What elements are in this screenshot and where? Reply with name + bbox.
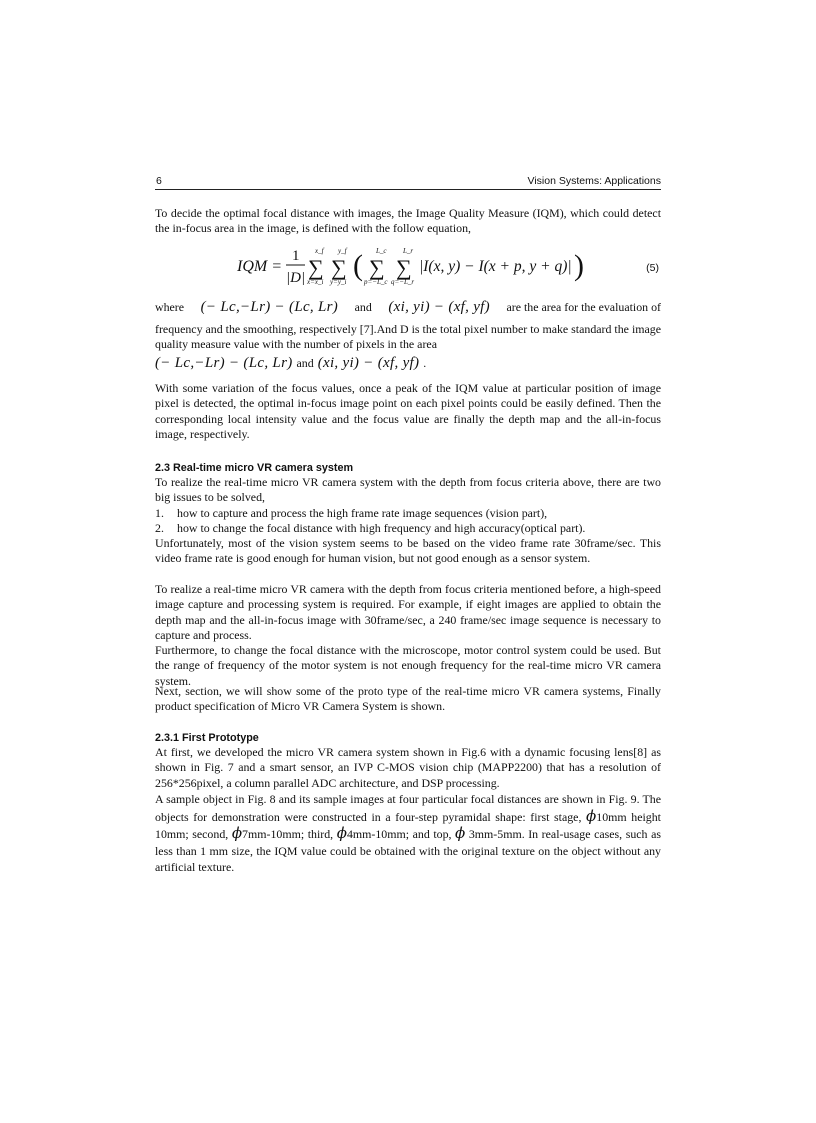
where-paragraph	[155, 297, 661, 375]
section-2-3-1-p1: At first, we developed the micro VR camera system shown in Fig.6 with a dynamic focusing lens[8] as shown in Fig. 7 and a smart sensor, an IVP C-MOS vision chip (MAPP2200) that has a resolution of 256*256pixel, a column parallel ADC architecture, and DSP processing.	[155, 745, 661, 790]
eq-lhs: IQM =	[237, 258, 283, 275]
section-2-3-title: 2.3 Real-time micro VR camera system	[155, 462, 354, 474]
area-xi-xf: (xi, yi) − (xf, yf)	[388, 299, 490, 316]
eq-body: |I(x, y) − I(x + p, y + q)|	[419, 258, 572, 275]
phi-symbol: ϕ	[336, 824, 347, 842]
and-word-2: and	[296, 356, 314, 371]
sum-4-bot: q=−L_r	[391, 278, 415, 286]
and-word: and	[354, 300, 372, 315]
section-2-3-intro: To realize the real-time micro VR camera system with the depth from focus criteria above, there are two big issues to be solved,	[155, 475, 661, 505]
sum-4-top: L_r	[403, 247, 414, 255]
section-2-3-p1: Unfortunately, most of the vision system seems to be based on the video frame rate 30frame/sec. This video frame rate is good enough for human vision, but not good enough as a sensor system.	[155, 536, 661, 566]
sum-3-top: L_c	[376, 247, 387, 255]
section-2-3-1-title: 2.3.1 First Prototype	[155, 732, 259, 744]
running-title: Vision Systems: Applications	[527, 175, 661, 187]
running-header	[155, 175, 661, 189]
where-tail: frequency and the smoothing, respectively [7].And D is the total pixel number to make standard the image quality measure value with the number of pixels in the area	[155, 322, 661, 352]
big-paren-right: )	[574, 249, 584, 282]
section-2-3-p3: Furthermore, to change the focal distance with the microscope, motor control system could be used. But the range of frequency of the motor system is not enough frequency for the real-time micro VR camera system.	[155, 643, 661, 688]
sum-4: ∑	[396, 255, 412, 280]
sum-2: ∑	[331, 255, 347, 280]
where-word: where	[155, 300, 185, 315]
sum-3: ∑	[369, 255, 385, 280]
iqm-equation	[155, 242, 661, 288]
eq-frac-num: 1	[292, 248, 300, 264]
area-xi-xf-2: (xi, yi) − (xf, yf)	[317, 355, 420, 372]
big-paren-left: (	[353, 249, 363, 282]
equation-5	[155, 242, 661, 288]
list-item-1: 1. how to capture and process the high frame rate image sequences (vision part),	[155, 506, 548, 520]
header-rule	[155, 189, 661, 190]
phi-symbol: ϕ	[586, 806, 597, 825]
sum-3-bot: p=−L_c	[364, 278, 388, 286]
area-lc-lr: (− Lc,−Lr) − (Lc, Lr)	[200, 299, 339, 316]
phi-symbol: ϕ	[231, 824, 243, 842]
where-tail-head: are the area for the evaluation of	[506, 300, 661, 315]
sum-1-bot: x=x_i	[307, 278, 324, 286]
equation-number: (5)	[646, 262, 659, 274]
sum-1: ∑	[308, 255, 324, 280]
page-number: 6	[156, 175, 162, 187]
sum-1-top: x_f	[315, 247, 324, 255]
eq-frac-den: |D|	[286, 270, 306, 286]
intro-paragraph: To decide the optimal focal distance with images, the Image Quality Measure (IQM), which could detect the in-focus area in the image, is defined with the follow equation,	[155, 206, 661, 236]
where-end: .	[423, 356, 427, 371]
sum-2-top: y_f	[338, 247, 347, 255]
list-item-2: 2. how to change the focal distance with high frequency and high accuracy(optical part).	[155, 521, 586, 535]
section-2-3-p4: Next, section, we will show some of the proto type of the real-time micro VR camera systems, Finally product specification of Micro VR Camera System is shown.	[155, 684, 661, 714]
section-2-3-p2: To realize a real-time micro VR camera with the depth from focus criteria mentioned before, a high-speed image capture and processing system is required. For example, if eight images are applied to obtain the depth map and the all-in-focus image with 30frame/sec, a 240 frame/sec image sequence is necessary to capture and process.	[155, 582, 661, 643]
phi-symbol: ϕ	[455, 824, 466, 842]
focus-paragraph: With some variation of the focus values, once a peak of the IQM value at particular position of image pixel is detected, the optimal in-focus image point on each pixel points could be easily defined. Then the corresponding local intensity value and the focus value are finally the depth map and the all-in-focus image, respectively.	[155, 381, 661, 442]
area-lc-lr-2: (− Lc,−Lr) − (Lc, Lr)	[155, 355, 293, 372]
sum-2-bot: y=y_i	[330, 278, 347, 286]
section-2-3-1-p2: A sample object in Fig. 8 and its sample images at four particular focal distances are shown in Fig. 9. The objects for demonstration were constructed in a four-step pyramidal shape: first stage, ϕ10mm height 10mm; second, ϕ7mm-10mm; third, ϕ4mm-10mm; and top, ϕ 3mm-5mm. In real-usage cases, such as less than 1 mm size, the IQM value could be obtained with the original texture on the object without any artificial texture.	[155, 792, 661, 874]
